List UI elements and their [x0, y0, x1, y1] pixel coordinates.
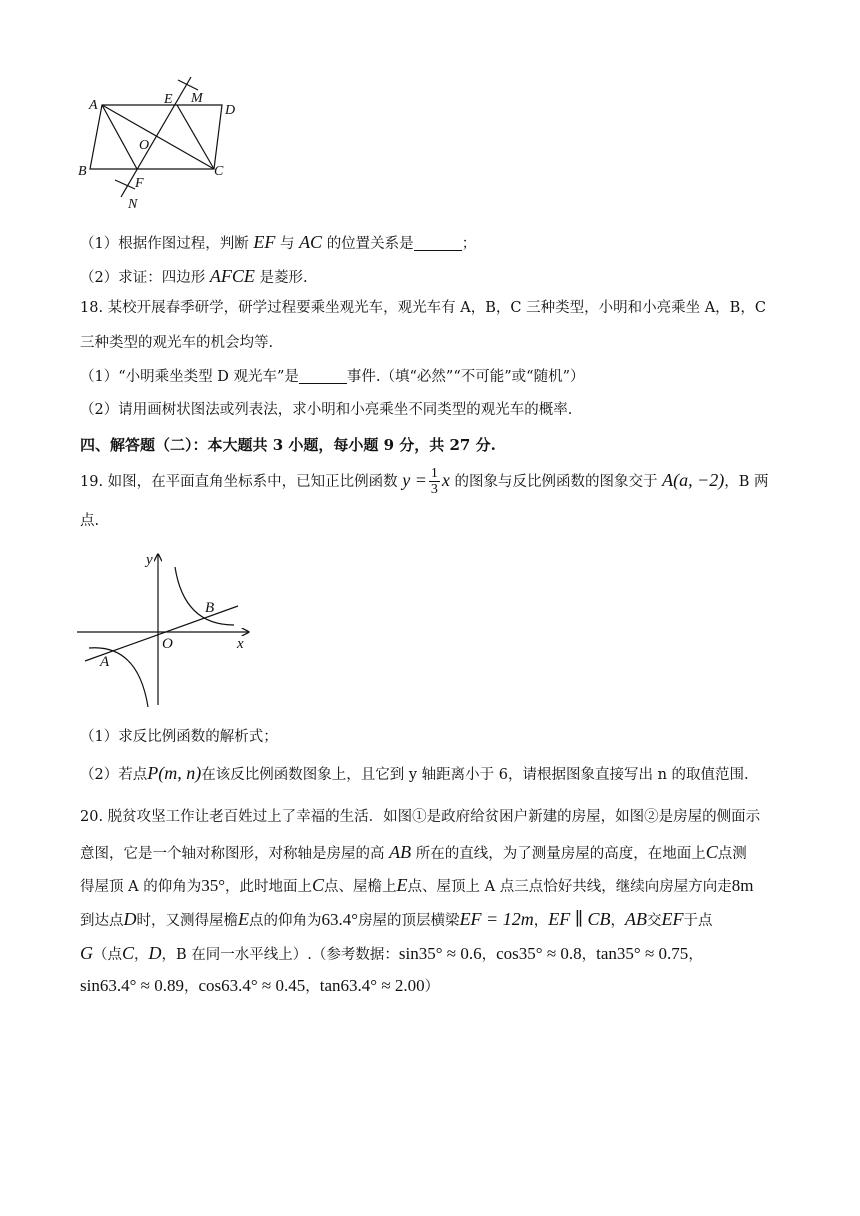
label-e: E	[164, 92, 173, 107]
q18-line1: 18. 某校开展春季研学，研学过程要乘坐观光车，观光车有 A，B，C 三种类型，小明和小亮乘坐 A，B，C	[80, 300, 766, 316]
label-x: x	[237, 636, 244, 652]
q19-part2: （2）若点P(m, n)在该反比例函数图象上，且它到 y 轴距离小于 6，请根据图象直接写出 n 的取值范围.	[80, 763, 749, 783]
coordinate-figure	[72, 545, 262, 710]
label-y: y	[146, 552, 153, 568]
label-b: B	[205, 600, 215, 616]
label-o: O	[139, 138, 150, 153]
q18-part1: （1）“小明乘坐类型 D 观光车”是 事件.（填“必然”“不可能”或“随机”）	[80, 369, 585, 385]
parallelogram-figure	[70, 72, 260, 217]
q19-line1: 19. 如图，在平面直角坐标系中，已知正比例函数 y = $\frac{1}{3}$ x 的图象与反比例函数的图象交于 A(a, −2)，B 两	[80, 466, 769, 498]
label-m: M	[191, 91, 203, 106]
label-d: D	[225, 103, 236, 118]
q18-part2: （2）请用画树状图法或列表法，求小明和小亮乘坐不同类型的观光车的概率.	[80, 402, 573, 418]
q20-line2: 意图，它是一个轴对称图形，对称轴是房屋的高 AB 所在的直线，为了测量房屋的高度，在地面上C点测	[80, 842, 747, 862]
q17-part1: （1）根据作图过程，判断 EF 与 AC 的位置关系是 ；	[80, 232, 477, 252]
q19-part1: （1）求反比例函数的解析式；	[80, 729, 278, 745]
label-f: F	[135, 176, 144, 191]
answer-blank	[299, 369, 347, 384]
label-n: N	[128, 197, 138, 212]
section-heading: 四、解答题（二）：本大题共 3 小题，每小题 9 分，共 27 分.	[80, 436, 496, 454]
label-origin: O	[162, 636, 173, 652]
q20-line5: G（点C，D，B 在同一水平线上）.（参考数据：sin35° ≈ 0.6，cos35° ≈ 0.8，tan35° ≈ 0.75，	[80, 943, 703, 963]
label-b: B	[78, 164, 87, 179]
linear-function-line	[85, 606, 238, 661]
diagonal-ac	[102, 105, 214, 169]
q20-line6: sin63.4° ≈ 0.89，cos63.4° ≈ 0.45，tan63.4° ≈ 2.00）	[80, 976, 440, 995]
label-a: A	[89, 98, 98, 113]
fraction-one-third: $\frac{1}{3}$	[430, 466, 438, 498]
q20-line1: 20. 脱贫攻坚工作让老百姓过上了幸福的生活．如图①是政府给贫困户新建的房屋，如图②是房屋的侧面示	[80, 809, 761, 825]
label-c: C	[214, 164, 224, 179]
q19-line2: 点.	[80, 513, 100, 529]
q18-line2: 三种类型的观光车的机会均等.	[80, 335, 274, 351]
line-mn	[121, 77, 191, 197]
hyperbola-branch-upper	[175, 567, 234, 625]
q20-line4: 到达点D时，又测得屋檐E点的仰角为63.4°房屋的顶层横梁EF = 12m，EF ∥ CB，AB交EF于点	[80, 909, 713, 929]
arc-mark-n	[115, 180, 135, 189]
segment-ec	[177, 105, 214, 169]
label-a: A	[100, 654, 110, 670]
answer-blank	[414, 236, 462, 251]
q20-line3: 得屋顶 A 的仰角为35°，此时地面上C点、屋檐上E点、屋顶上 A 点三点恰好共线，继续向房屋方向走8m	[80, 875, 754, 895]
q17-part2: （2）求证：四边形 AFCE 是菱形.	[80, 266, 308, 286]
